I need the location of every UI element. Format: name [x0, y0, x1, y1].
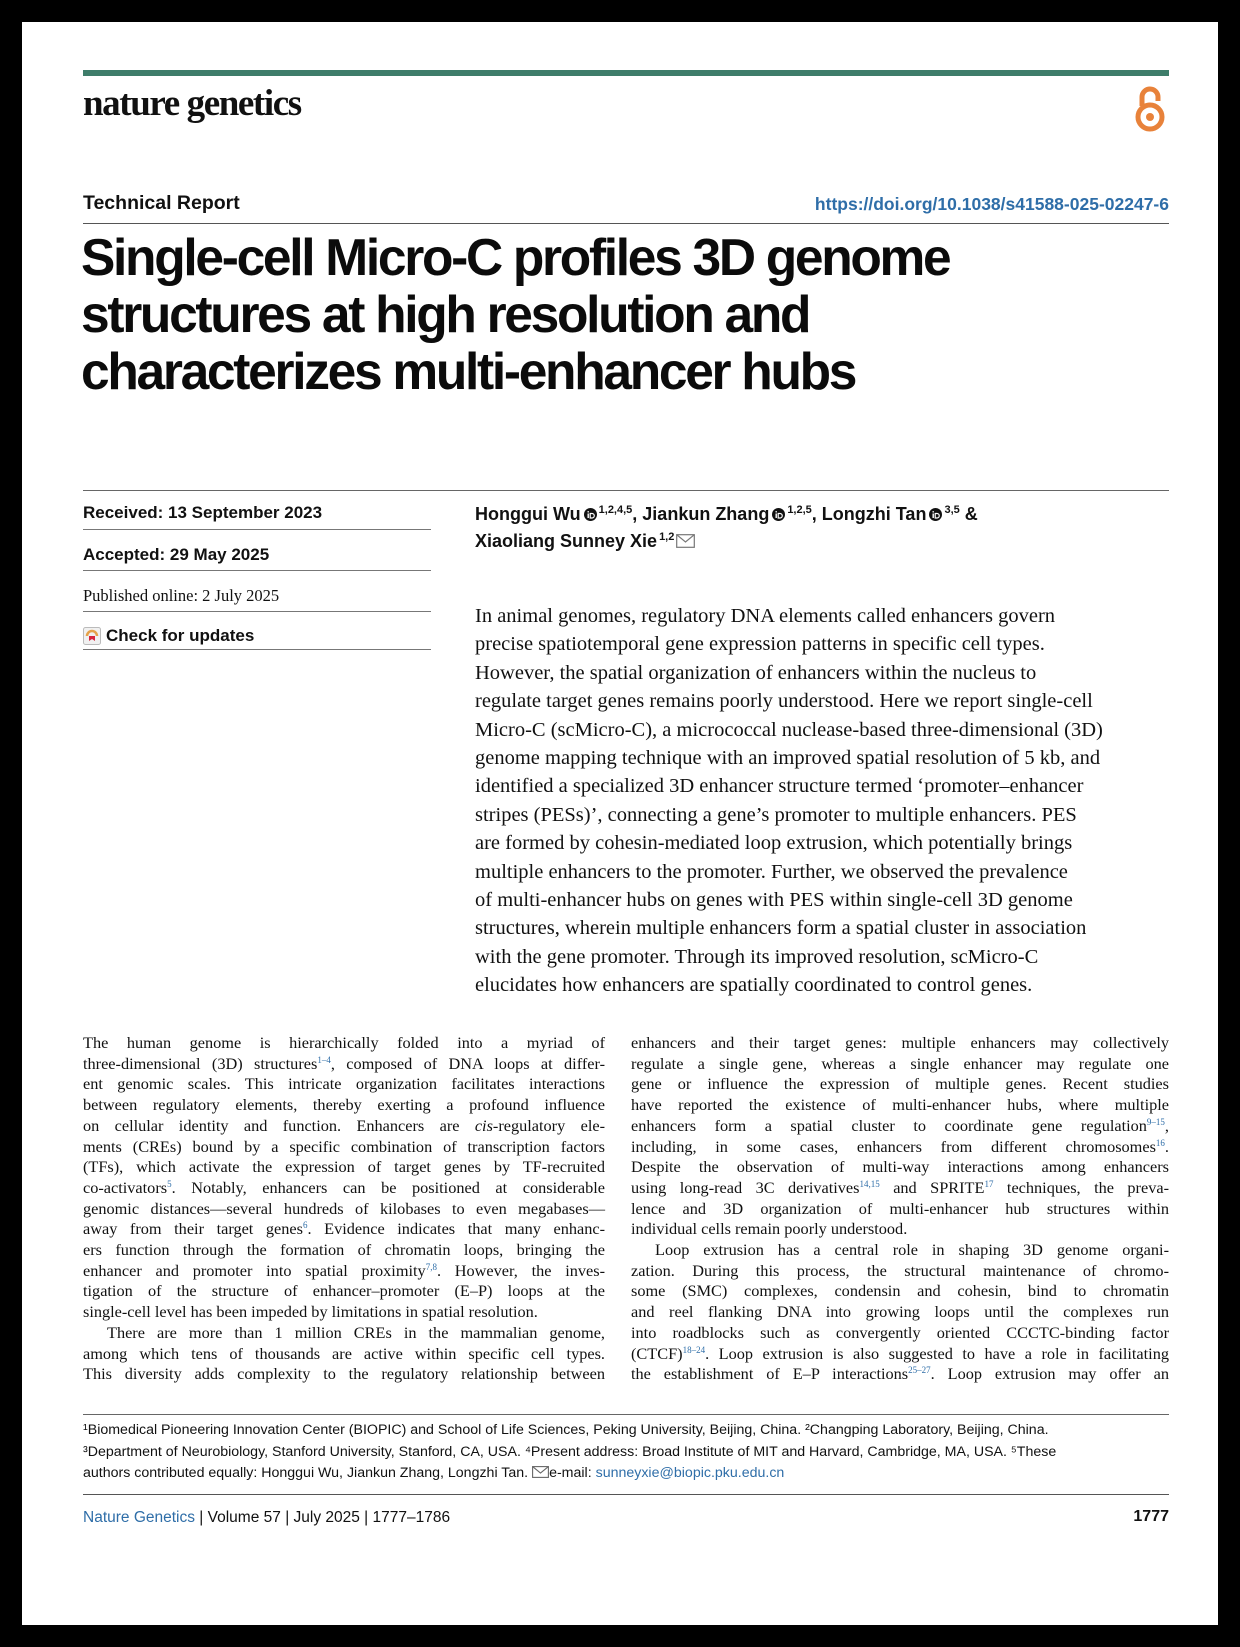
mail-icon [532, 1466, 549, 1478]
citation-ref[interactable]: 25–27 [908, 1365, 931, 1376]
body-line [83, 1344, 605, 1365]
abstract-line: identified a specialized 3D enhancer structure termed ‘promoter–enhancer [475, 775, 1084, 798]
body-text: the establishment of E–P interactions [631, 1364, 909, 1384]
citation-ref[interactable]: 5 [167, 1178, 172, 1189]
body-line [631, 1344, 1169, 1365]
body-line [83, 1240, 605, 1261]
abstract [475, 602, 1169, 1000]
mail-icon[interactable] [676, 534, 695, 548]
author-name[interactable]: Jiankun Zhang [642, 504, 770, 524]
footer-journal-link[interactable]: Nature Genetics [83, 1509, 195, 1526]
body-line [83, 1364, 605, 1385]
abstract-line: of multi-enhancer hubs on genes with PES within single-cell 3D genome [475, 889, 1073, 912]
body-line [83, 1116, 605, 1137]
affiliations [83, 1420, 1173, 1485]
affiliation-line [83, 1463, 1173, 1485]
citation-ref[interactable]: 14,15 [859, 1178, 880, 1189]
body-line [631, 1074, 1169, 1095]
received-date: Received: 13 September 2023 [83, 503, 323, 522]
body-line [83, 1054, 605, 1075]
orcid-icon[interactable] [772, 508, 785, 521]
check-updates-icon [83, 627, 101, 645]
author-affiliation: 1,2 [659, 531, 675, 543]
body-line [631, 1364, 1169, 1385]
published-date: Published online: 2 July 2025 [83, 586, 280, 605]
article-title [81, 229, 1171, 400]
body-line [631, 1178, 1169, 1199]
body-text: ent genomic scales. This intricate organization facilitates interactions [83, 1074, 605, 1094]
body-text: Loop extrusion has a central role in shaping 3D genome organi- [655, 1240, 1169, 1260]
title-divider [83, 223, 1169, 224]
body-text: genomic distances—several hundreds of kilobases to even megabases— [83, 1198, 605, 1218]
accepted-date: Accepted: 29 May 2025 [83, 545, 270, 564]
body-text: single-cell level has been impeded by limitations in spatial resolution. [83, 1302, 538, 1322]
body-line [83, 1033, 605, 1054]
body-line [631, 1219, 1169, 1240]
body-line [631, 1323, 1169, 1344]
body-text: (CTCF) [631, 1343, 683, 1363]
body-text: some (SMC) complexes, condensin and cohesin, bind to chromatin [631, 1281, 1169, 1301]
article-page [22, 22, 1218, 1625]
article-type: Technical Report [83, 192, 240, 214]
body-line [83, 1178, 605, 1199]
meta-rule [83, 529, 431, 530]
affiliation-line: ¹Biomedical Pioneering Innovation Center (BIOPIC) and School of Life Sciences, Peking University, Beijing, China. ²Changping Laboratory, Beijing, China. [83, 1422, 1049, 1438]
citation-ref[interactable]: 17 [984, 1178, 994, 1189]
body-text: enhancers and their target genes: multiple enhancers may collectively [631, 1033, 1169, 1052]
affiliation-line: ³Department of Neurobiology, Stanford University, Stanford, CA, USA. ⁴Present address: Broad Institute of MIT and Harvard, Cambridge, MA, USA. ⁵These [83, 1443, 1057, 1460]
body-line [83, 1074, 605, 1095]
body-text: . [1164, 1136, 1169, 1156]
body-line [631, 1033, 1169, 1054]
body-text: enhancers form a spatial cluster to coordinate gene regulation [631, 1115, 1147, 1135]
body-text: (TFs), which activate the expression of target genes by TF-recruited [83, 1157, 605, 1177]
body-line [83, 1281, 605, 1302]
body-line [631, 1240, 1169, 1261]
body-line [83, 1137, 605, 1158]
author-list [475, 501, 1169, 555]
body-text: The human genome is hierarchically folded into a myriad of [83, 1033, 605, 1052]
abstract-line: with the gene promoter. Through its improved resolution, scMicro-C [475, 945, 1039, 968]
body-column-left [83, 1033, 605, 1385]
body-text: regulate a single gene, whereas a single enhancer may regulate one [631, 1053, 1169, 1073]
page-number: 1777 [1133, 1508, 1169, 1525]
author-name[interactable]: Longzhi Tan [821, 504, 927, 524]
meta-rule [83, 611, 431, 612]
check-updates-label: Check for updates [106, 626, 255, 645]
body-line [631, 1199, 1169, 1220]
body-line [631, 1054, 1169, 1075]
body-text: including, in some cases, enhancers from different chromosomes [631, 1136, 1156, 1156]
abstract-line: elucidates how enhancers are spatially coordinated to control genes. [475, 974, 1033, 997]
body-text: This diversity adds complexity to the regulatory relationship between [83, 1364, 605, 1384]
author-affiliation: 1,2,5 [787, 504, 812, 516]
meta-rule [83, 649, 431, 650]
abstract-line: stripes (PESs)’, connecting a gene’s promoter to multiple enhancers. PES [475, 803, 1077, 826]
footer-citation [83, 1509, 450, 1527]
abstract-line: However, the spatial organization of enhancers within the nucleus to [475, 661, 1037, 684]
body-text: , [1164, 1115, 1169, 1135]
author-name[interactable]: Xiaoliang Sunney Xie [475, 531, 658, 551]
body-line [83, 1199, 605, 1220]
citation-ref[interactable]: 18–24 [682, 1344, 706, 1355]
body-line [631, 1157, 1169, 1178]
body-text: among which tens of thousands are active within specific cell types. [83, 1343, 605, 1363]
body-text: using long-read 3C derivatives [631, 1177, 860, 1197]
body-text: There are more than 1 million CREs in the mammalian genome, [107, 1322, 605, 1342]
affiliation-text: authors contributed equally: Honggui Wu, Jiankun Zhang, Longzhi Tan. [83, 1465, 529, 1481]
citation-ref[interactable]: 9–15 [1146, 1116, 1165, 1127]
body-line [631, 1137, 1169, 1158]
email-label: e-mail: [549, 1465, 592, 1481]
body-text: ments (CREs) bound by a specific combination of transcription factors [83, 1136, 605, 1156]
abstract-line: are formed by cohesin-mediated loop extrusion, which potentially brings [475, 832, 1073, 855]
title-line: structures at high resolution and [81, 285, 810, 343]
body-text: into roadblocks such as convergently oriented CCCTC-binding factor [631, 1322, 1169, 1342]
email-link[interactable]: sunneyxie@biopic.pku.edu.cn [595, 1465, 785, 1481]
body-text: Despite the observation of multi-way interactions among enhancers [631, 1157, 1169, 1177]
body-text: . Loop extrusion is also suggested to have a role in facilitating [705, 1343, 1169, 1363]
body-text: between regulatory elements, thereby exerting a profound influence [83, 1095, 605, 1115]
body-text: on cellular identity and function. Enhancers are cis-regulatory ele- [83, 1115, 606, 1135]
body-text: and reel flanking DNA into growing loops until the complexes run [631, 1302, 1169, 1322]
body-column-right [631, 1033, 1169, 1385]
citation-ref[interactable]: 1–4 [317, 1054, 331, 1065]
body-line [631, 1302, 1169, 1323]
body-line [83, 1157, 605, 1178]
body-line [83, 1323, 605, 1344]
body-line [631, 1281, 1169, 1302]
body-line [83, 1261, 605, 1282]
body-text: co-activators [83, 1177, 168, 1197]
body-text: . Notably, enhancers can be positioned at considerable [171, 1177, 605, 1197]
journal-logo[interactable]: nature genetics [83, 83, 301, 124]
body-text: three-dimensional (3D) structures [83, 1053, 318, 1073]
body-text: gene or influence the expression of multiple genes. Recent studies [631, 1074, 1169, 1094]
footer-issue: | Volume 57 | July 2025 | 1777–1786 [195, 1509, 451, 1526]
body-text: . However, the inves- [436, 1260, 605, 1280]
author-affiliation: 1,2,4,5 [598, 504, 633, 516]
author-separator: & [959, 504, 978, 524]
body-line [631, 1095, 1169, 1116]
author-name[interactable]: Honggui Wu [475, 504, 581, 524]
author-separator: , [811, 504, 822, 524]
abstract-line: multiple enhancers to the promoter. Further, we observed the prevalence [475, 860, 1068, 883]
body-line [83, 1302, 605, 1323]
orcid-icon[interactable] [929, 508, 942, 521]
body-text: . Loop extrusion may offer an [930, 1364, 1169, 1384]
citation-ref[interactable]: 7,8 [425, 1261, 437, 1272]
open-access-icon [1131, 84, 1169, 134]
body-text: tigation of the structure of enhancer–promoter (E–P) loops at the [83, 1281, 605, 1301]
body-text: individual cells remain poorly understood. [631, 1219, 908, 1239]
doi-link[interactable]: https://doi.org/10.1038/s41588-025-02247-6 [814, 194, 1169, 214]
meta-divider [83, 490, 1169, 491]
body-text: techniques, the preva- [993, 1177, 1169, 1197]
author-affiliation: 3,5 [944, 504, 960, 516]
body-text: have reported the existence of multi-enhancer hubs, where multiple [631, 1095, 1169, 1115]
body-line [631, 1116, 1169, 1137]
abstract-line: regulate target genes remains poorly understood. Here we report single-cell [475, 690, 1093, 713]
abstract-line: Micro-C (scMicro-C), a micrococcal nuclease-based three-dimensional (3D) [475, 718, 1103, 741]
body-text: ers function through the formation of chromatin loops, bringing the [83, 1240, 605, 1260]
citation-ref[interactable]: 16 [1155, 1137, 1165, 1148]
title-line: Single-cell Micro-C profiles 3D genome [81, 228, 950, 286]
footer-divider [83, 1494, 1169, 1495]
title-line: characterizes multi-enhancer hubs [81, 342, 856, 400]
abstract-line: In animal genomes, regulatory DNA elements called enhancers govern [475, 605, 1056, 627]
author-separator: , [632, 504, 643, 524]
body-text: , composed of DNA loops at differ- [330, 1053, 605, 1073]
abstract-line: structures, wherein multiple enhancers form a spatial cluster in association [475, 917, 1087, 940]
abstract-line: genome mapping technique with an improved spatial resolution of 5 kb, and [475, 747, 1101, 770]
check-for-updates-button[interactable] [83, 626, 429, 646]
body-text: lence and 3D organization of multi-enhancer hub structures within [631, 1198, 1169, 1218]
body-text: zation. During this process, the structural maintenance of chromo- [631, 1260, 1169, 1280]
body-line [631, 1261, 1169, 1282]
meta-rule [83, 570, 431, 571]
citation-ref[interactable]: 6 [302, 1220, 308, 1231]
body-text: away from their target genes [83, 1219, 303, 1239]
abstract-line: precise spatiotemporal gene expression patterns in specific cell types. [475, 633, 1045, 656]
header-green-bar [83, 70, 1169, 76]
orcid-icon[interactable] [584, 508, 597, 521]
body-text: . Evidence indicates that many enhanc- [307, 1219, 605, 1239]
body-text: enhancer and promoter into spatial proximity [83, 1260, 426, 1280]
footnote-divider [83, 1414, 1169, 1415]
body-text: and SPRITE [879, 1177, 985, 1197]
body-line [83, 1095, 605, 1116]
body-line [83, 1219, 605, 1240]
